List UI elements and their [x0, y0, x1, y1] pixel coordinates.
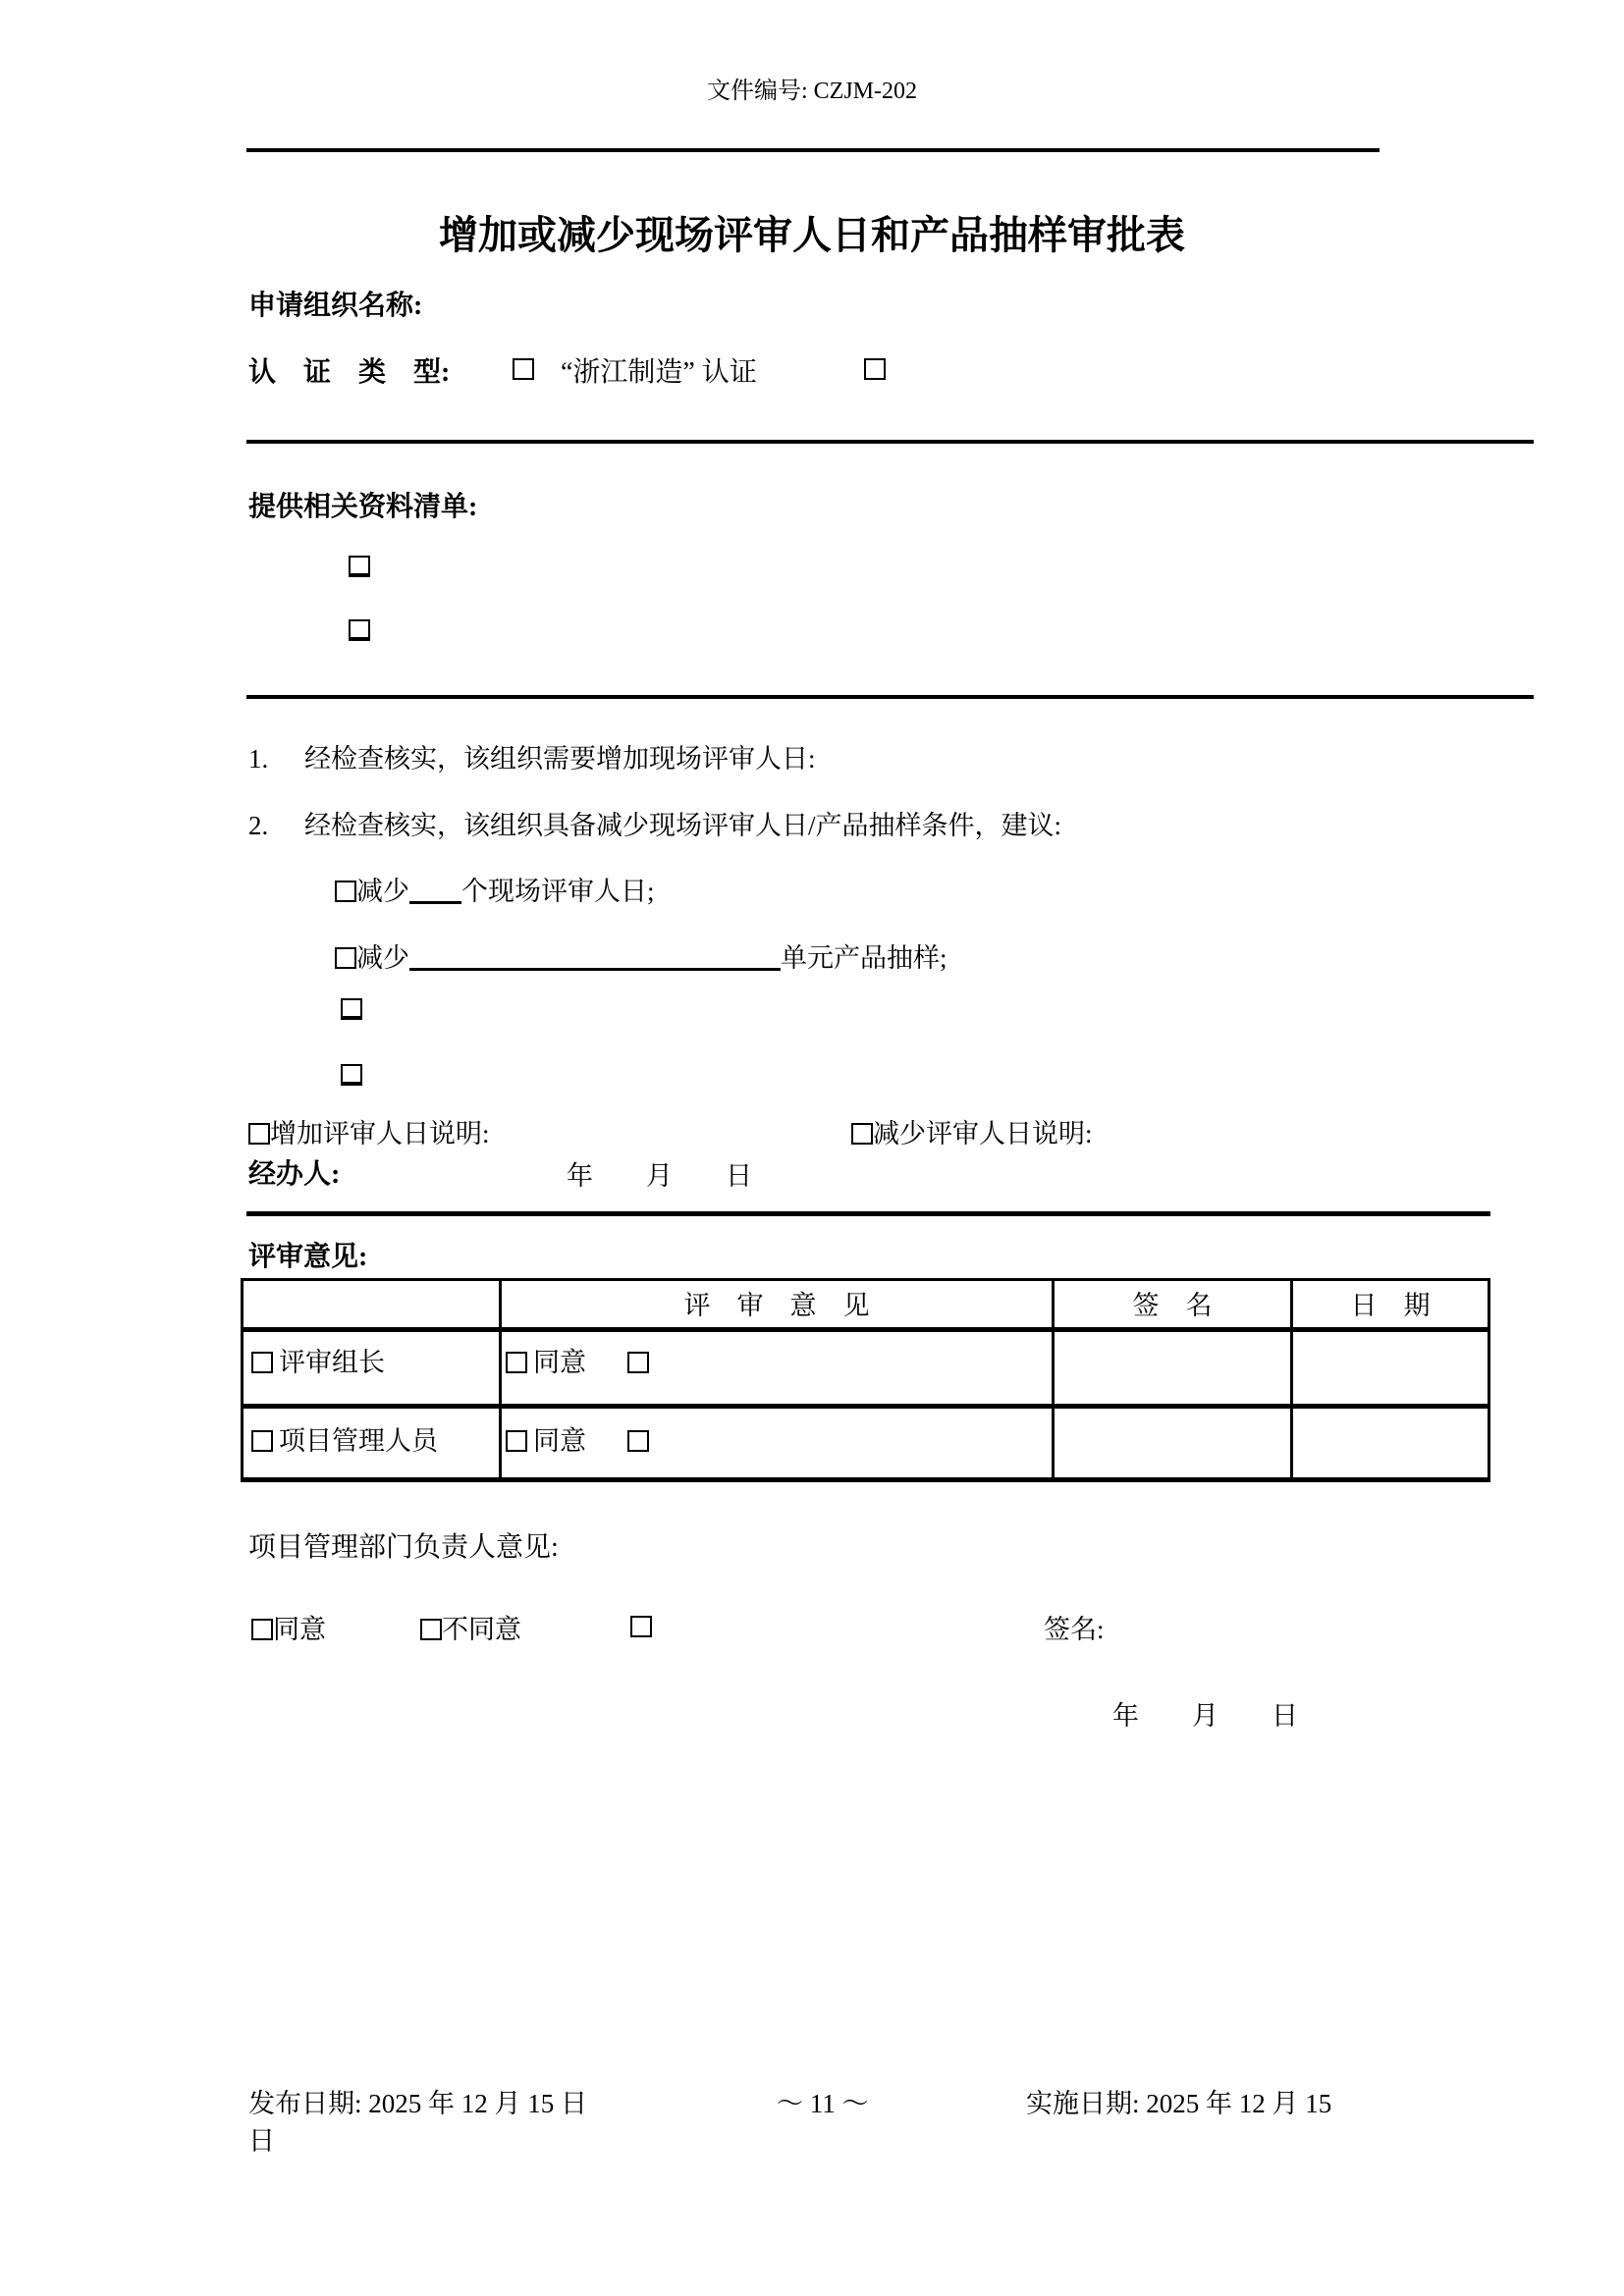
finding-1-number: 1. — [248, 744, 269, 774]
material-item-checkbox-2[interactable] — [349, 619, 370, 641]
operator-date-line: 年 月 日 — [567, 1161, 752, 1191]
dept-disagree-group — [420, 1613, 521, 1646]
section-divider — [246, 695, 1534, 699]
dept-disagree-checkbox[interactable] — [420, 1619, 442, 1640]
role-label: 评审组长 — [279, 1348, 385, 1377]
reduce-sampling-row — [335, 941, 947, 975]
other-opinion-checkbox[interactable] — [627, 1352, 649, 1373]
role-checkbox[interactable] — [251, 1430, 273, 1452]
finding-2-number: 2. — [248, 811, 269, 840]
date-cell[interactable] — [1293, 1330, 1488, 1404]
reduce-sampling-prefix: 减少 — [356, 943, 409, 973]
reduce-days-prefix: 减少 — [356, 877, 409, 906]
table-row-role — [251, 1424, 438, 1458]
finding-2-text: 经检查核实，该组织具备减少现场评审人日/产品抽样条件，建议: — [304, 811, 1062, 840]
extra-option-checkbox-1[interactable] — [341, 998, 362, 1020]
dept-signature-label: 签名: — [1044, 1615, 1105, 1644]
dept-agree-label: 同意 — [273, 1615, 326, 1644]
increase-note-label: 增加评审人日说明: — [270, 1119, 490, 1148]
decrease-note-label: 减少评审人日说明: — [873, 1119, 1093, 1148]
col-header-signature: 签 名 — [1132, 1291, 1213, 1320]
dept-opinion-label: 项目管理部门负责人意见: — [248, 1532, 559, 1563]
cert-other-checkbox[interactable] — [864, 358, 886, 380]
implement-date-wrapped: 日 — [248, 2126, 275, 2156]
date-cell[interactable] — [1293, 1409, 1488, 1482]
header-divider — [246, 148, 1380, 152]
reduce-days-suffix: 个现场评审人日; — [461, 877, 655, 906]
publish-date: 发布日期: 2025 年 12 月 15 日 — [248, 2089, 588, 2118]
finding-1-text: 经检查核实，该组织需要增加现场评审人日: — [304, 744, 816, 774]
cert-option-label: “浙江制造” 认证 — [561, 357, 757, 388]
extra-option-checkbox-2[interactable] — [341, 1064, 362, 1086]
doc-number: 文件编号: CZJM-202 — [706, 79, 917, 104]
agree-label: 同意 — [533, 1348, 586, 1377]
operator-label: 经办人: — [248, 1159, 341, 1190]
dept-agree-checkbox[interactable] — [251, 1619, 273, 1640]
section-divider — [246, 440, 1534, 444]
cert-option-checkbox[interactable] — [513, 358, 534, 380]
role-checkbox[interactable] — [251, 1352, 273, 1373]
reduce-sampling-checkbox[interactable] — [335, 947, 356, 969]
page-number: ～ 11 ～ — [777, 2089, 869, 2118]
agree-label: 同意 — [533, 1426, 586, 1456]
other-opinion-checkbox[interactable] — [627, 1430, 649, 1452]
signature-cell[interactable] — [1055, 1330, 1290, 1404]
materials-label: 提供相关资料清单: — [248, 492, 478, 522]
material-item-checkbox-1[interactable] — [349, 556, 370, 577]
section-divider — [246, 1211, 1490, 1216]
reduce-days-row — [335, 875, 655, 908]
reduce-days-blank[interactable] — [409, 901, 461, 904]
reduce-sampling-blank[interactable] — [409, 968, 781, 971]
org-name-label: 申请组织名称: — [248, 291, 423, 321]
agree-checkbox[interactable] — [506, 1430, 527, 1452]
reduce-days-checkbox[interactable] — [335, 881, 356, 902]
dept-disagree-label: 不同意 — [442, 1615, 521, 1644]
page-title: 增加或减少现场评审人日和产品抽样审批表 — [439, 213, 1185, 257]
reduce-sampling-suffix: 单元产品抽样; — [781, 943, 947, 973]
agree-checkbox[interactable] — [506, 1352, 527, 1373]
implement-date: 实施日期: 2025 年 12 月 15 — [1026, 2089, 1332, 2118]
table-row-opinion — [506, 1346, 649, 1379]
dept-date-line: 年 月 日 — [1112, 1701, 1298, 1731]
role-label: 项目管理人员 — [279, 1426, 438, 1456]
increase-note-group — [248, 1117, 490, 1150]
col-header-opinion: 评 审 意 见 — [683, 1291, 870, 1320]
col-header-date: 日 期 — [1350, 1291, 1431, 1320]
review-section-label: 评审意见: — [248, 1242, 368, 1272]
signature-cell[interactable] — [1055, 1409, 1290, 1482]
increase-note-checkbox[interactable] — [248, 1123, 270, 1145]
review-table — [241, 1278, 1490, 1482]
table-row-role — [251, 1346, 385, 1379]
dept-agree-group — [251, 1613, 326, 1646]
decrease-note-group — [851, 1117, 1093, 1150]
cert-type-label: 认 证 类 型: — [248, 357, 451, 388]
decrease-note-checkbox[interactable] — [851, 1123, 873, 1145]
dept-other-checkbox[interactable] — [630, 1616, 652, 1637]
table-row-opinion — [506, 1424, 649, 1458]
